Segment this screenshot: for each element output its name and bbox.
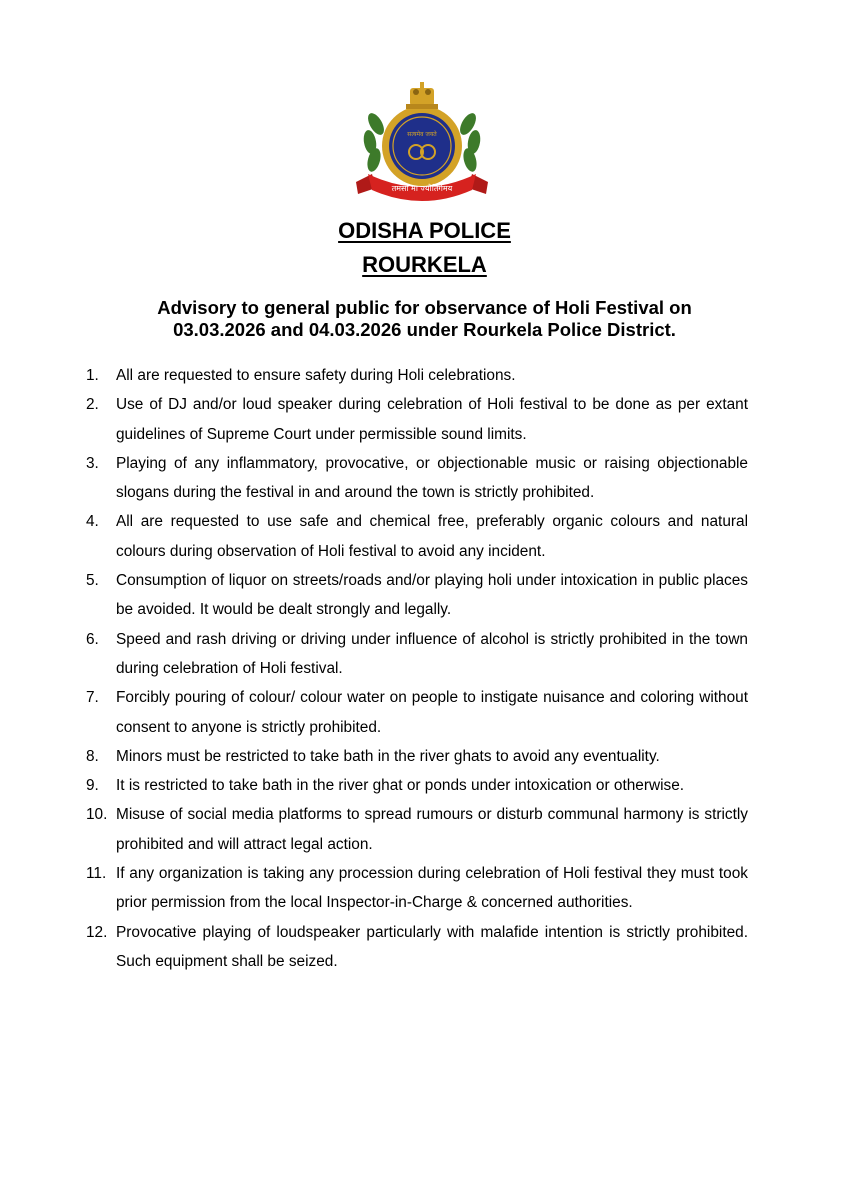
list-item-number: 10. xyxy=(86,806,108,824)
list-item-text: Consumption of liquor on streets/roads and/or playing holi under intoxication in public places be avoided. It would be dealt strongly and legally. xyxy=(116,572,748,619)
lion-capital-icon xyxy=(406,82,438,109)
list-item-text: Provocative playing of loudspeaker particularly with malafide intention is strictly prohibited. Such equipment shall be seized. xyxy=(116,923,748,970)
list-item xyxy=(86,507,748,566)
advisory-list xyxy=(86,361,748,976)
list-item-text: Forcibly pouring of colour/ colour water on people to instigate nuisance and coloring without consent to anyone is strictly prohibited. xyxy=(116,689,748,736)
list-item-text: If any organization is taking any procession during celebration of Holi festival they must took prior permission from the local Inspector-in-Charge & concerned authorities. xyxy=(116,865,748,912)
list-item-text: It is restricted to take bath in the river ghat or ponds under intoxication or otherwise. xyxy=(116,777,685,795)
list-item-number: 9. xyxy=(86,777,99,795)
list-item-text: All are requested to ensure safety during Holi celebrations. xyxy=(116,367,516,384)
list-item xyxy=(86,918,748,977)
advisory-title xyxy=(0,297,849,341)
list-item xyxy=(86,742,748,771)
svg-text:सत्यमेव जयते: सत्यमेव जयते xyxy=(407,131,437,138)
list-item-number: 6. xyxy=(86,630,99,648)
list-item xyxy=(86,683,748,742)
list-item-number: 1. xyxy=(86,367,99,384)
odisha-police-emblem xyxy=(346,78,498,206)
list-item xyxy=(86,859,748,918)
list-item-text: All are requested to use safe and chemical free, preferably organic colours and natural colours during observation of Holi festival to avoid any incident. xyxy=(116,513,748,560)
advisory-title-line-1: Advisory to general public for observance of Holi Festival on xyxy=(157,297,692,318)
list-item-number: 7. xyxy=(86,689,99,707)
list-item-number: 11. xyxy=(86,865,107,883)
list-item-number: 2. xyxy=(86,396,99,414)
organization-name: ODISHA POLICE xyxy=(338,218,511,243)
list-item-text: Speed and rash driving or driving under influence of alcohol is strictly prohibited in the town during celebration of Holi festival. xyxy=(116,630,748,677)
advisory-title-line-2: 03.03.2026 and 04.03.2026 under Rourkela Police District. xyxy=(173,319,676,340)
list-item-number: 4. xyxy=(86,513,99,531)
list-item xyxy=(86,625,748,684)
list-item xyxy=(86,449,748,508)
list-item-number: 5. xyxy=(86,572,99,590)
list-item-number: 3. xyxy=(86,454,99,472)
list-item xyxy=(86,566,748,625)
list-item xyxy=(86,771,748,800)
svg-text:तमसो मा ज्योतिर्गमय: तमसो मा ज्योतिर्गमय xyxy=(391,184,453,193)
list-item-number: 12. xyxy=(86,923,108,941)
list-item-text: Misuse of social media platforms to spread rumours or disturb communal harmony is strictly prohibited and will attract legal action. xyxy=(116,806,748,853)
list-item-text: Minors must be restricted to take bath in the river ghats to avoid any eventuality. xyxy=(116,747,660,765)
list-item-text: Playing of any inflammatory, provocative, or objectionable music or raising objectionable slogans during the festival in and around the town is strictly prohibited. xyxy=(116,454,748,502)
list-item xyxy=(86,390,748,449)
list-item xyxy=(86,361,748,390)
list-item xyxy=(86,800,748,859)
list-item-text: Use of DJ and/or loud speaker during celebration of Holi festival to be done as per extant guidelines of Supreme Court under permissible sound limits. xyxy=(116,396,748,443)
list-item-number: 8. xyxy=(86,747,99,765)
unit-name: ROURKELA xyxy=(362,252,487,277)
